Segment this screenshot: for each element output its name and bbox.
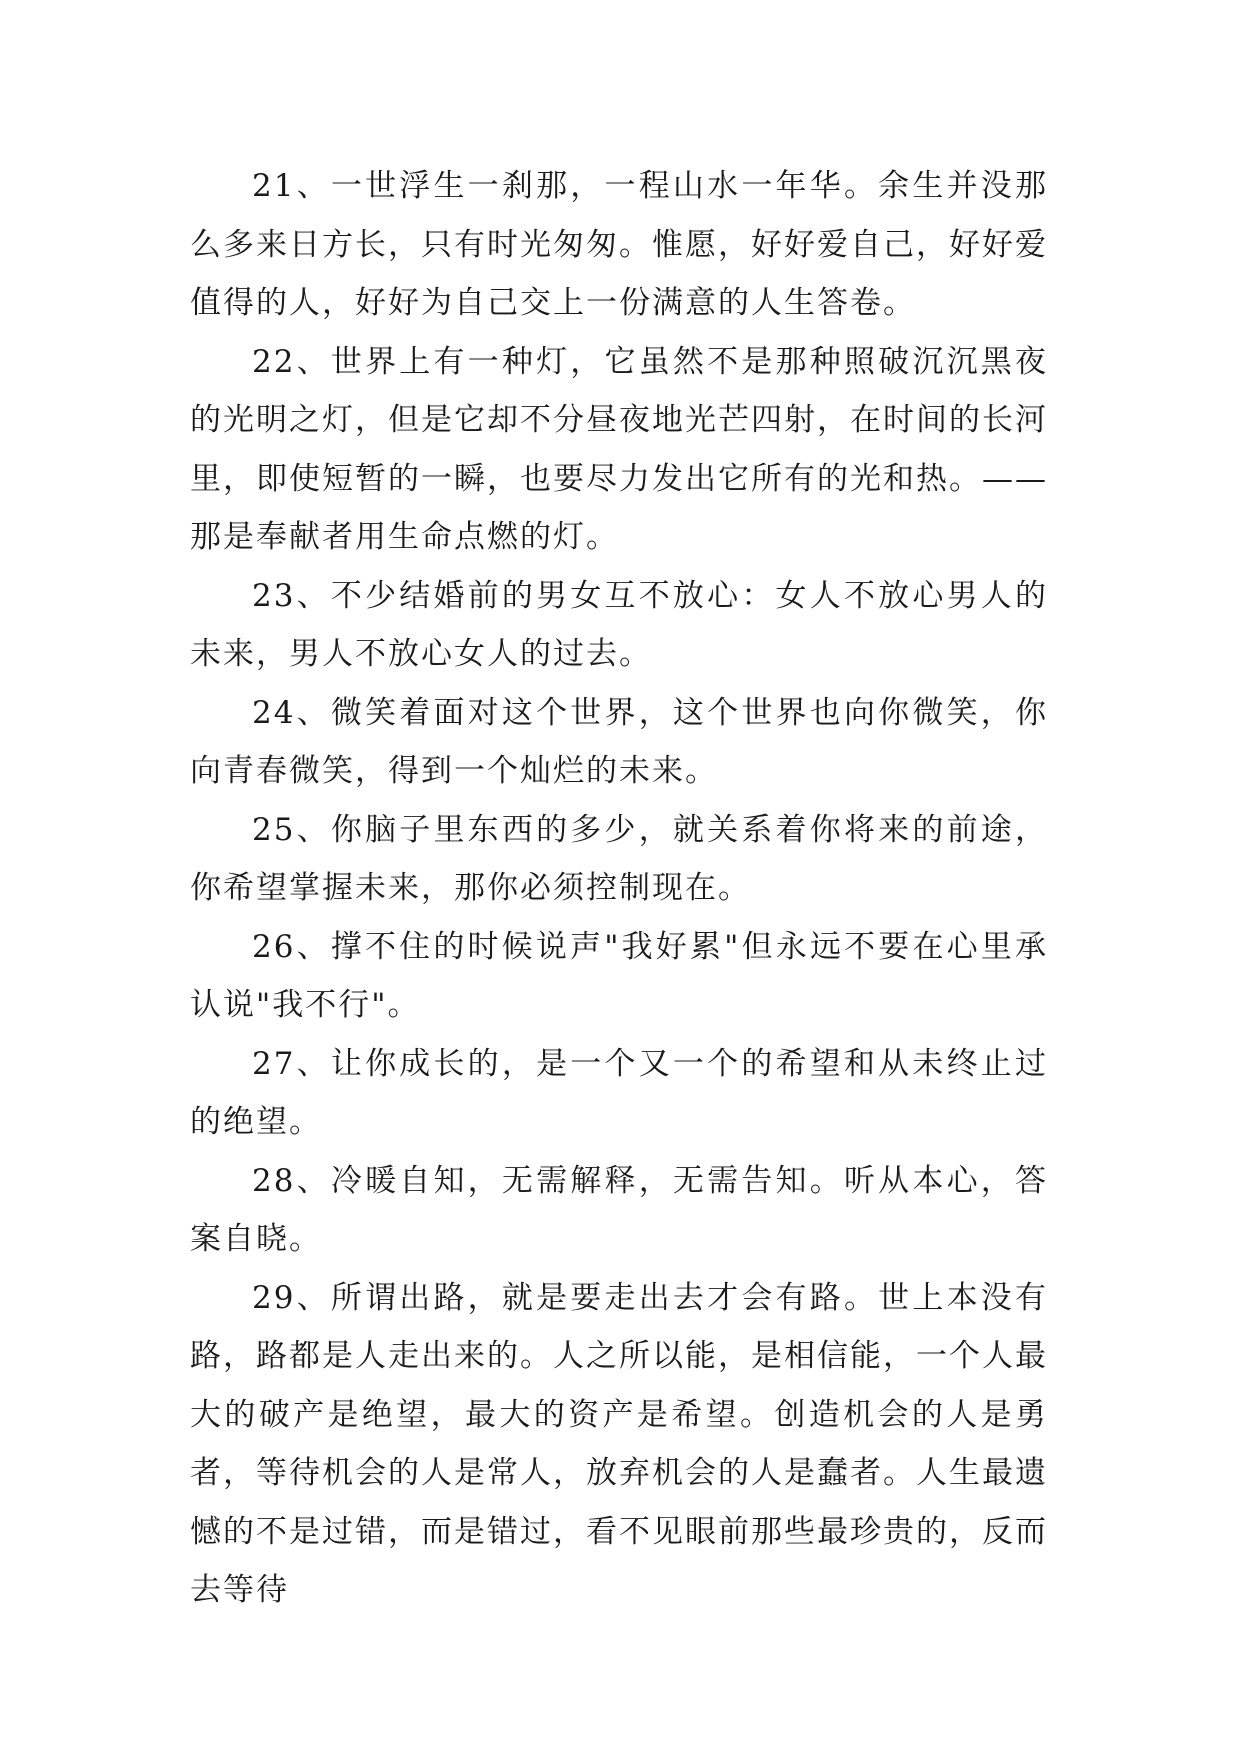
paragraph-25: 25、你脑子里东西的多少，就关系着你将来的前途，你希望掌握未来，那你必须控制现在。 — [190, 811, 1048, 906]
paragraph-23: 23、不少结婚前的男女互不放心：女人不放心男人的未来，男人不放心女人的过去。 — [190, 577, 1048, 672]
paragraph-28: 28、冷暖自知，无需解释，无需告知。听从本心，答案自晓。 — [190, 1162, 1048, 1257]
paragraph-21: 21、一世浮生一刹那，一程山水一年华。余生并没那么多来日方长，只有时光匆匆。惟愿，好好爱自己，好好爱值得的人，好好为自己交上一份满意的人生答卷。 — [190, 168, 1048, 321]
paragraph-24: 24、微笑着面对这个世界，这个世界也向你微笑，你向青春微笑，得到一个灿烂的未来。 — [190, 694, 1048, 789]
paragraph-27: 27、让你成长的，是一个又一个的希望和从未终止过的绝望。 — [190, 1045, 1048, 1140]
paragraph-29: 29、所谓出路，就是要走出去才会有路。世上本没有路，路都是人走出来的。人之所以能，是相信能，一个人最大的破产是绝望，最大的资产是希望。创造机会的人是勇者，等待机会的人是常人，放弃机会的人是蠢者。人生最遗憾的不是过错，而是错过，看不见眼前那些最珍贵的，反而去等待 — [190, 1279, 1048, 1608]
paragraph-26: 26、撑不住的时候说声"我好累"但永远不要在心里承认说"我不行"。 — [190, 928, 1048, 1023]
document-body — [190, 157, 1048, 1620]
paragraph-22: 22、世界上有一种灯，它虽然不是那种照破沉沉黑夜的光明之灯，但是它却不分昼夜地光芒四射，在时间的长河里，即使短暂的一瞬，也要尽力发出它所有的光和热。——那是奉献者用生命点燃的灯。 — [190, 343, 1048, 555]
